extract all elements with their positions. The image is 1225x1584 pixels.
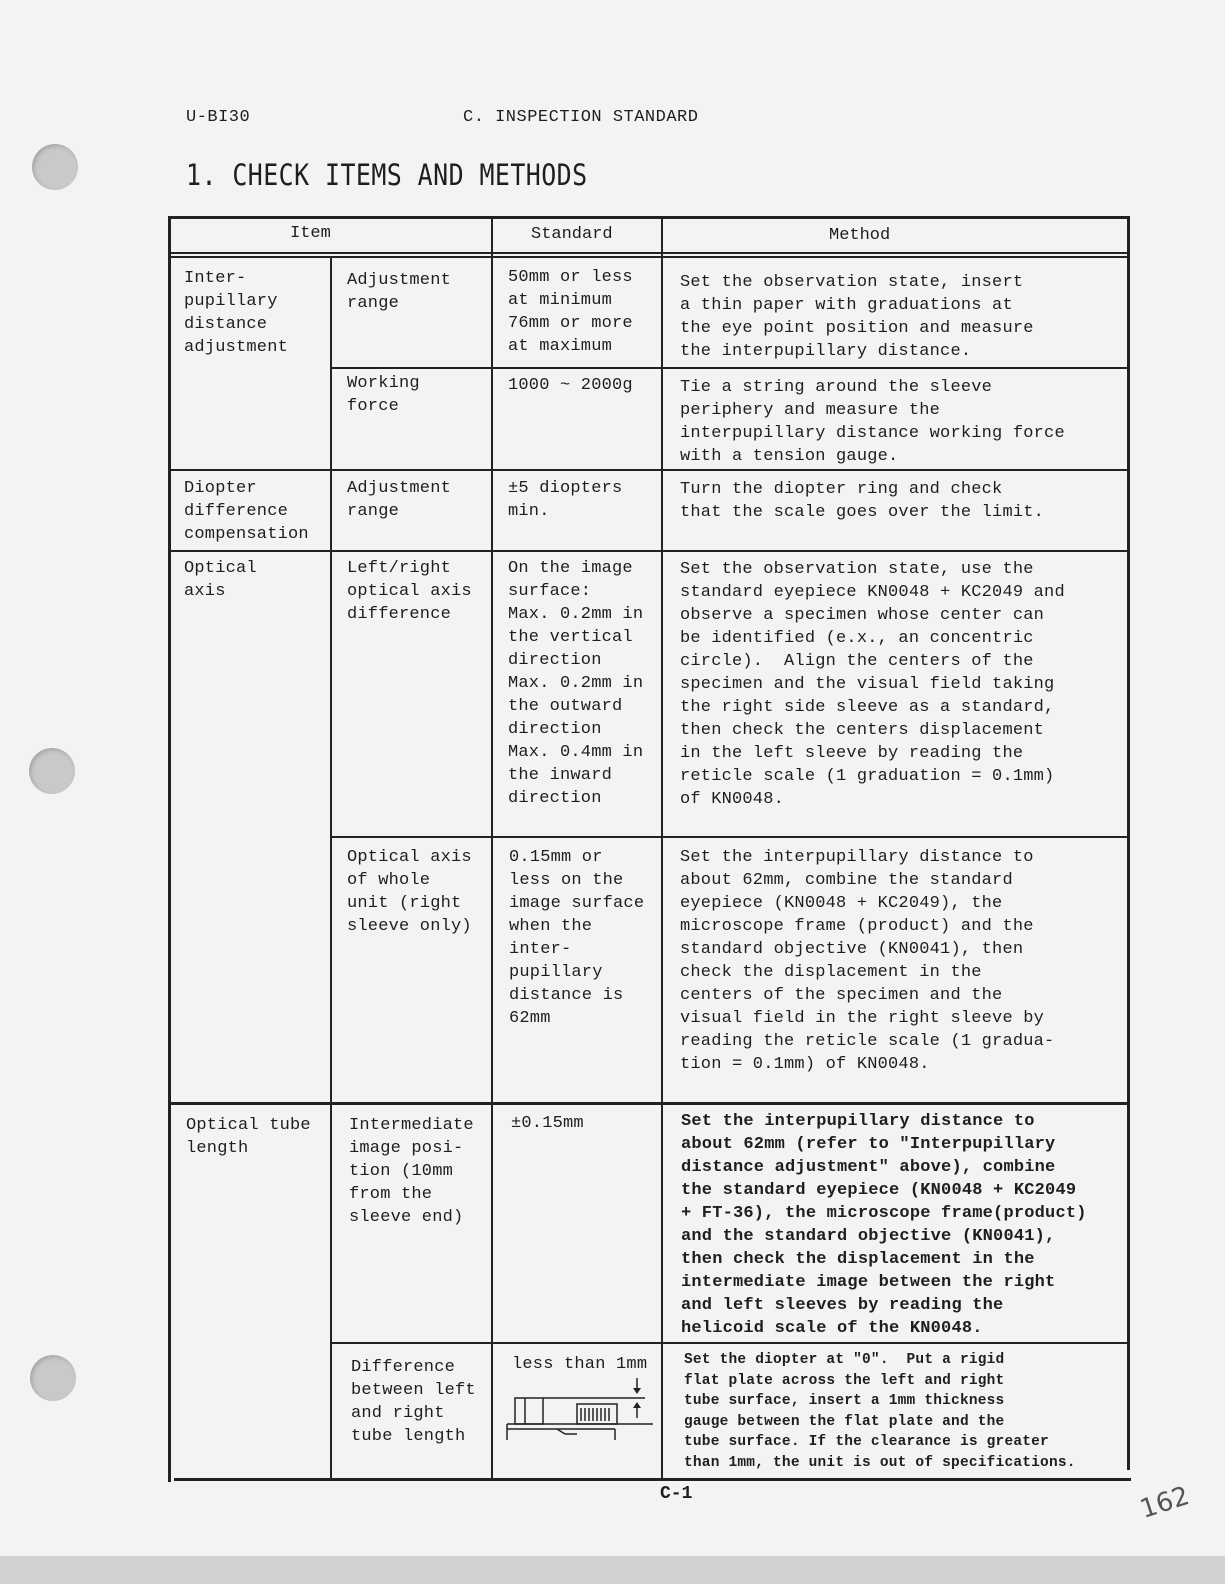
standard-tube-length-difference: less than 1mm bbox=[512, 1355, 648, 1374]
item-optical-axis: Optical axis bbox=[184, 559, 257, 601]
method-diopter-range: Turn the diopter ring and check that the scale goes over the limit. bbox=[680, 480, 1045, 522]
method-adjustment-range: Set the observation state, insert a thin paper with graduations at the eye point position and measure the interpupillary distance. bbox=[680, 273, 1034, 361]
binder-hole-middle bbox=[29, 748, 75, 794]
standard-diopter-range: ±5 diopters min. bbox=[508, 479, 623, 521]
item-diopter: Diopter difference compensation bbox=[184, 479, 309, 544]
binder-hole-bottom bbox=[30, 1355, 76, 1401]
method-working-force: Tie a string around the sleeve periphery and measure the interpupillary distance working force with a tension gauge. bbox=[680, 378, 1065, 466]
sub-tube-length-difference: Difference between left and right tube length bbox=[351, 1358, 476, 1446]
sub-working-force: Working force bbox=[347, 374, 420, 416]
standard-adjustment-range: 50mm or less at minimum 76mm or more at maximum bbox=[508, 268, 633, 356]
standard-whole-unit-axis: 0.15mm or less on the image surface when the inter- pupillary distance is 62mm bbox=[509, 848, 645, 1028]
method-tube-length-difference: Set the diopter at "0". Put a rigid flat plate across the left and right tube surface, insert a 1mm thickness gauge between the flat plate and the tube surface. If the clearance is greater than 1mm, the unit is out of specifications. bbox=[684, 1352, 1076, 1471]
standard-intermediate-image: ±0.15mm bbox=[511, 1114, 584, 1133]
item-interpupillary: Inter- pupillary distance adjustment bbox=[184, 269, 289, 357]
item-optical-tube-length: Optical tube length bbox=[186, 1116, 311, 1158]
page-number: C-1 bbox=[660, 1484, 693, 1504]
sub-lr-optical-axis: Left/right optical axis difference bbox=[347, 559, 472, 624]
standard-working-force: 1000 ~ 2000g bbox=[508, 376, 633, 395]
section-heading: C. INSPECTION STANDARD bbox=[463, 108, 699, 127]
page-title: 1. CHECK ITEMS AND METHODS bbox=[186, 158, 588, 192]
standard-lr-optical-axis: On the image surface: Max. 0.2mm in the vertical direction Max. 0.2mm in the outward direction Max. 0.4mm in the inward direction bbox=[508, 559, 644, 808]
method-whole-unit-axis: Set the interpupillary distance to about 62mm, combine the standard eyepiece (KN0048 + KC2049), the microscope frame (product) and the standard objective (KN0041), then check the displacement in the centers of the specimen and the visual field in the right sleeve by reading the reticle scale (1 gradua- tion = 0.1mm) of KN0048. bbox=[680, 848, 1055, 1074]
method-intermediate-image: Set the interpupillary distance to about 62mm (refer to "Interpupillary distance adjustment" above), combine the standard eyepiece (KN0048 + KC2049 + FT-36), the microscope frame(product) and the standard objective (KN0041), then check the displacement in the intermediate image between the right and left sleeves by reading the helicoid scale of the KN0048. bbox=[681, 1112, 1087, 1338]
column-header-item: Item bbox=[290, 224, 331, 243]
handwritten-note: 162 bbox=[1136, 1481, 1194, 1525]
sub-intermediate-image: Intermediate image posi- tion (10mm from the sleeve end) bbox=[349, 1116, 474, 1227]
sub-whole-unit-axis: Optical axis of whole unit (right sleeve only) bbox=[347, 848, 472, 936]
binder-hole-top bbox=[32, 144, 78, 190]
sub-adjustment-range: Adjustment range bbox=[347, 271, 452, 313]
scan-edge bbox=[0, 1556, 1225, 1584]
column-header-method: Method bbox=[829, 226, 891, 245]
document-model: U-BI30 bbox=[186, 108, 251, 127]
gauge-diagram bbox=[505, 1376, 655, 1446]
sub-diopter-range: Adjustment range bbox=[347, 479, 452, 521]
column-header-standard: Standard bbox=[531, 225, 613, 244]
method-lr-optical-axis: Set the observation state, use the standard eyepiece KN0048 + KC2049 and observe a specimen whose center can be identified (e.x., an concentric circle). Align the centers of the specimen and the visual field taking the right side sleeve as a standard, then check the centers displacement in the left sleeve by reading the reticle scale (1 graduation = 0.1mm) of KN0048. bbox=[680, 560, 1065, 809]
